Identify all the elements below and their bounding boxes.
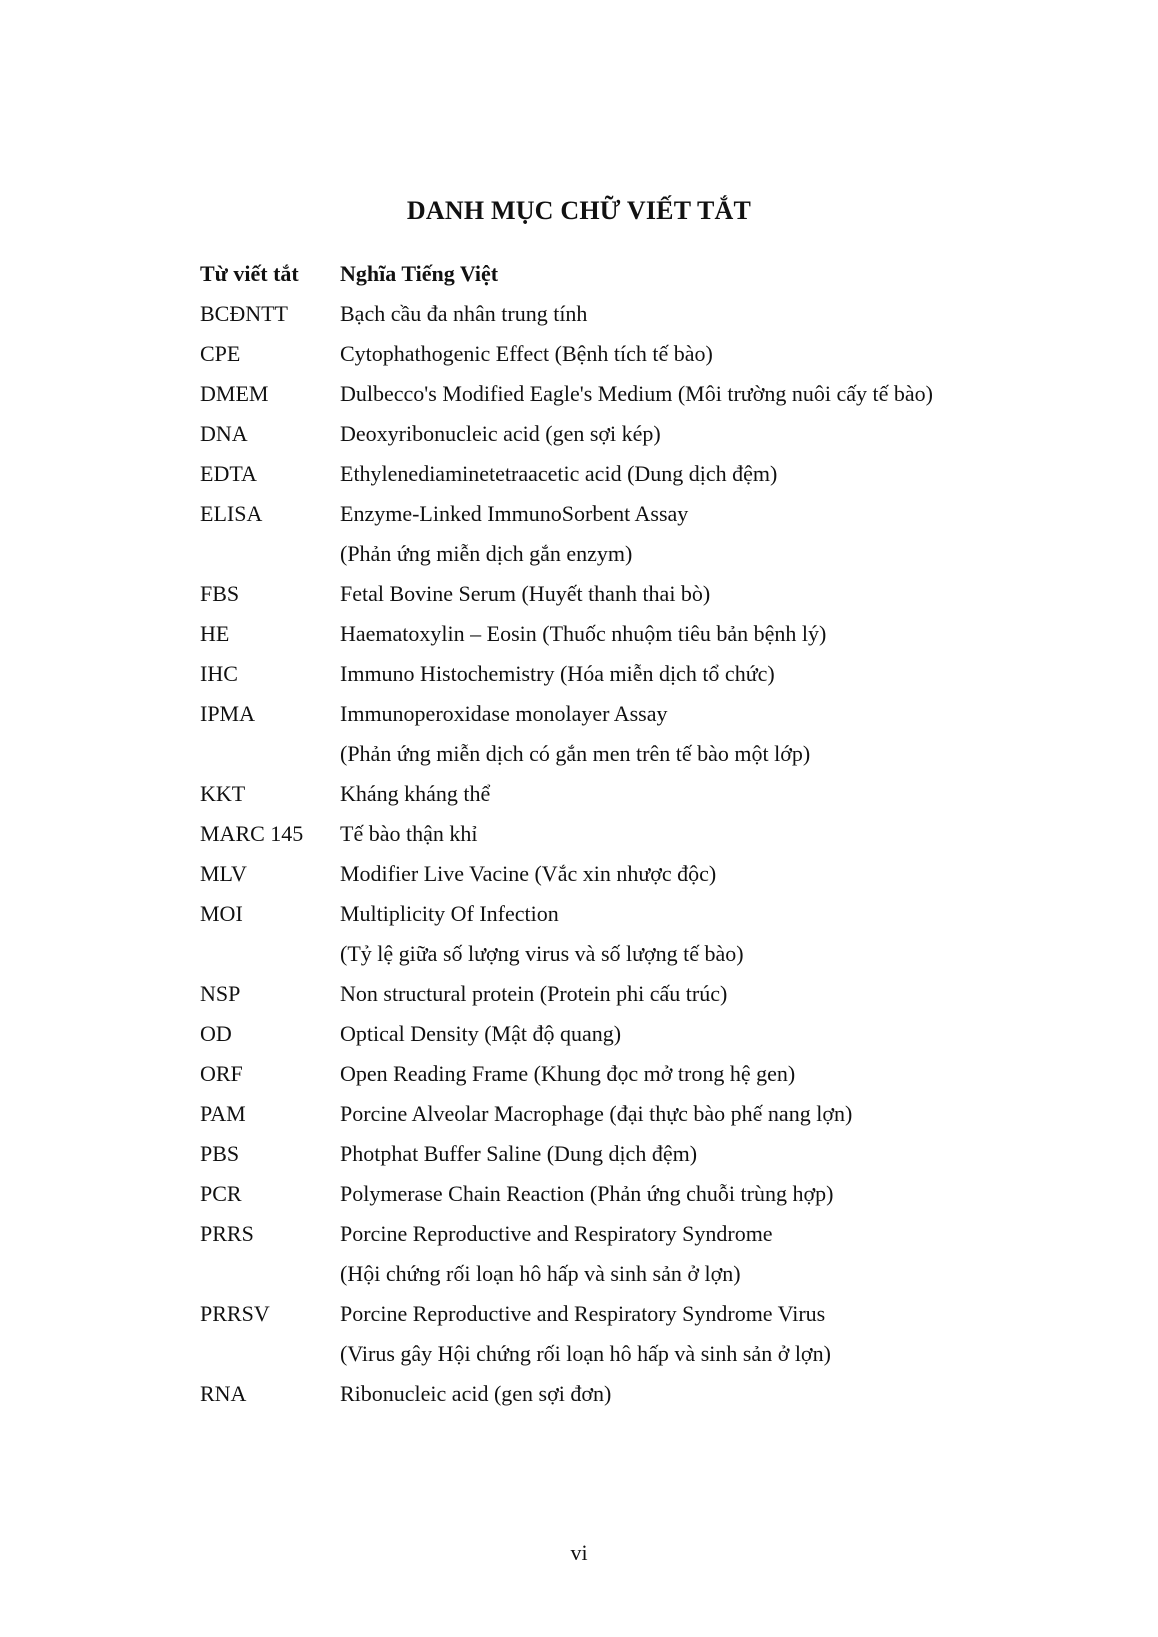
table-row	[200, 778, 933, 818]
table-row	[200, 1378, 933, 1418]
meaning: Immuno Histochemistry (Hóa miễn dịch tổ chức)	[340, 661, 775, 686]
abbreviation: DMEM	[200, 381, 269, 406]
table-row	[200, 698, 933, 738]
table-row	[200, 1178, 933, 1218]
meaning: (Phản ứng miễn dịch có gắn men trên tế bào một lớp)	[340, 741, 811, 766]
meaning: Modifier Live Vacine (Vắc xin nhược độc)	[340, 861, 717, 886]
abbreviation: PRRS	[200, 1221, 254, 1246]
meaning: Ribonucleic acid (gen sợi đơn)	[340, 1381, 612, 1406]
table-row	[200, 1338, 933, 1378]
abbreviation: MARC 145	[200, 821, 304, 846]
meaning: Kháng kháng thể	[340, 781, 491, 806]
abbreviation: MOI	[200, 901, 243, 926]
table-row	[200, 578, 933, 618]
table-row	[200, 938, 933, 978]
abbreviation	[200, 938, 340, 978]
meaning: Dulbecco's Modified Eagle's Medium (Môi trường nuôi cấy tế bào)	[340, 381, 933, 406]
table-row	[200, 538, 933, 578]
meaning: Photphat Buffer Saline (Dung dịch đệm)	[340, 1141, 698, 1166]
meaning: Deoxyribonucleic acid (gen sợi kép)	[340, 421, 661, 446]
abbreviation: IHC	[200, 661, 238, 686]
meaning: Cytophathogenic Effect (Bệnh tích tế bào)	[340, 341, 713, 366]
abbreviation: PRRSV	[200, 1301, 270, 1326]
meaning: Bạch cầu đa nhân trung tính	[340, 301, 588, 326]
table-row	[200, 1218, 933, 1258]
table-row	[200, 378, 933, 418]
page-title: DANH MỤC CHỮ VIẾT TẮT	[406, 196, 752, 225]
meaning: (Virus gây Hội chứng rối loạn hô hấp và sinh sản ở lợn)	[340, 1341, 831, 1366]
table-row	[200, 1298, 933, 1338]
table-row	[200, 1098, 933, 1138]
table-row	[200, 818, 933, 858]
table-row	[200, 618, 933, 658]
meaning: Polymerase Chain Reaction (Phản ứng chuỗi trùng hợp)	[340, 1181, 834, 1206]
abbreviation: CPE	[200, 341, 241, 366]
table-row	[200, 1058, 933, 1098]
table-row	[200, 978, 933, 1018]
abbreviation	[200, 1338, 340, 1378]
page-number: vi	[570, 1540, 588, 1565]
table-row	[200, 498, 933, 538]
table-row	[200, 898, 933, 938]
meaning: Non structural protein (Protein phi cấu trúc)	[340, 981, 728, 1006]
abbreviation-table	[200, 258, 933, 1418]
meaning: Optical Density (Mật độ quang)	[340, 1021, 622, 1046]
abbreviation: MLV	[200, 861, 247, 886]
meaning: Haematoxylin – Eosin (Thuốc nhuộm tiêu bản bệnh lý)	[340, 621, 827, 646]
table-row	[200, 418, 933, 458]
meaning: Immunoperoxidase monolayer Assay	[340, 701, 668, 726]
abbreviation: NSP	[200, 981, 241, 1006]
table-row	[200, 298, 933, 338]
abbreviation: HE	[200, 621, 230, 646]
meaning: (Tỷ lệ giữa số lượng virus và số lượng tế bào)	[340, 941, 744, 966]
abbreviation: FBS	[200, 581, 240, 606]
table-row	[200, 1018, 933, 1058]
abbreviation: KKT	[200, 781, 246, 806]
abbreviation: PCR	[200, 1181, 242, 1206]
table-row	[200, 338, 933, 378]
meaning: Ethylenediaminetetraacetic acid (Dung dịch đệm)	[340, 461, 778, 486]
meaning: Porcine Alveolar Macrophage (đại thực bào phế nang lợn)	[340, 1101, 853, 1126]
meaning: Tế bào thận khỉ	[340, 821, 478, 846]
meaning: Open Reading Frame (Khung đọc mở trong hệ gen)	[340, 1061, 796, 1086]
abbreviation	[200, 738, 340, 778]
table-row	[200, 738, 933, 778]
abbreviation: EDTA	[200, 461, 257, 486]
table-header-row	[200, 258, 933, 298]
table-row	[200, 1258, 933, 1298]
abbreviation	[200, 1258, 340, 1298]
abbreviation: RNA	[200, 1381, 247, 1406]
abbreviation: DNA	[200, 421, 248, 446]
meaning: Porcine Reproductive and Respiratory Syndrome	[340, 1221, 773, 1246]
table-row	[200, 458, 933, 498]
meaning: Fetal Bovine Serum (Huyết thanh thai bò)	[340, 581, 711, 606]
meaning: Multiplicity Of Infection	[340, 901, 559, 926]
abbreviation: ELISA	[200, 501, 263, 526]
header-meaning: Nghĩa Tiếng Việt	[340, 261, 499, 286]
abbreviation: BCĐNTT	[200, 301, 288, 326]
meaning: (Hội chứng rối loạn hô hấp và sinh sản ở lợn)	[340, 1261, 741, 1286]
meaning: (Phản ứng miễn dịch gắn enzym)	[340, 541, 633, 566]
meaning: Enzyme-Linked ImmunoSorbent Assay	[340, 501, 689, 526]
header-abbreviation: Từ viết tắt	[200, 261, 299, 286]
abbreviation: OD	[200, 1021, 232, 1046]
abbreviation: IPMA	[200, 701, 256, 726]
abbreviation: PAM	[200, 1101, 246, 1126]
abbreviation: ORF	[200, 1061, 243, 1086]
table-row	[200, 1138, 933, 1178]
table-row	[200, 658, 933, 698]
abbreviation: PBS	[200, 1141, 240, 1166]
table-row	[200, 858, 933, 898]
meaning: Porcine Reproductive and Respiratory Syndrome Virus	[340, 1301, 826, 1326]
abbreviation	[200, 538, 340, 578]
